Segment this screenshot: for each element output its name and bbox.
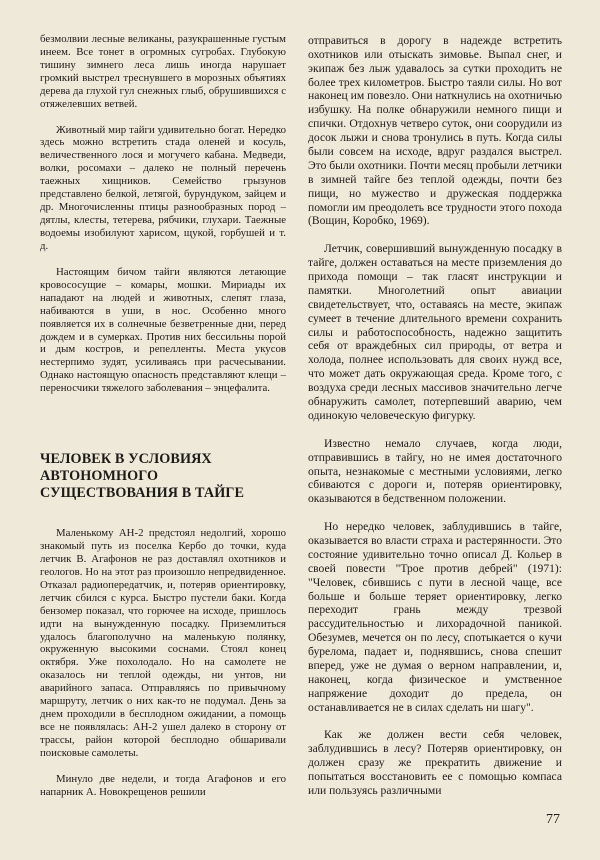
paragraph: Минуло две недели, и тогда Агафонов и его напарник А. Новокрещенов решили bbox=[40, 772, 286, 798]
paragraph: Летчик, совершивший вынужденную посадку в тайге, должен оставаться на месте приземления до прихода помощи – так гласят инструкции и памятки. Многолетний опыт авиации свидетельствует, что, оставаясь на месте, экипаж сумеет в течение длительного времени сохранить силы и работоспособность, надежно защитить себя от враждебных сил природы, от ветра и холода, полнее использовать для своих нужд все, что может дать окружающая среда. Кроме того, с воздуха среди лесных массивов значительно легче обнаружить самолет, потерпевший аварию, чем одинокую человеческую фигурку. bbox=[308, 242, 562, 422]
paragraph: отправиться в дорогу в надежде встретить охотников или отыскать зимовье. Выпал снег, и экипаж без лыж удавалось за сутки проходить не более трех километров. Быстро таяли силы. Но вот наконец им повезло. Они наткнулись на охотничью избушку. На полке обнаружили немного пищи и спички. Отдохнув четверо суток, они соорудили из досок лыжи и снова тронулись в путь. Когда силы были совсем на исходе, вдруг раздался выстрел. Это были охотники. Почти месяц пробыли летчики в зимней тайге без теплой одежды, почти без пищи, но мужество и дружеская поддержка помогли им преодолеть все трудности этого похода (Вощин, Коробко, 1969). bbox=[308, 33, 562, 228]
paragraph: Настоящим бичом тайги являются летающие кровососущие – комары, мошки. Мириады их нападают на людей и животных, слепят глаза, набиваются в уши, в нос. Особенно много появляется их в солнечные безветренные дни, перед дождем и в сумерках. Против них бессильны порой и дым костров, и репелленты. Места укусов нестерпимо зудят, усиливаясь при расчесывании. Однако настоящую опасность представляют клещи – переносчики тяжелого заболевания – энцефалита. bbox=[40, 265, 286, 395]
paragraph: безмолвии лесные великаны, разукрашенные густым инеем. Все тонет в огромных сугробах. Глубокую тишину зимнего леса лишь иногда нарушает громкий выстрел треснувшего в морозных объятиях дерева да глухой гул снежных глыб, обрушившихся с отяжелевших ветвей. bbox=[40, 32, 286, 110]
section-heading: ЧЕЛОВЕК В УСЛОВИЯХ АВТОНОМНОГО СУЩЕСТВОВАНИЯ В ТАЙГЕ bbox=[40, 451, 245, 502]
paragraph: Известно немало случаев, когда люди, отправившись в тайгу, но не имея достаточного опыта, незнакомые с местными условиями, легко сбиваются с дороги и, потеряв ориентировку, оказываются в бедственном положении. bbox=[308, 436, 562, 506]
paragraph: Но нередко человек, заблудившись в тайге, оказывается во власти страха и растерянности. Это состояние удивительно точно описал Д. Кольер в своей повести "Трое против дебрей" (1971): "Человек, сбившись с пути в лесной чаще, все больше и больше теряет ориентировку, легко переходит грань между трезвой рассудительностью и лихорадочной паникой. Обезумев, мечется он по лесу, спотыкается о кучи бурелома, падает и, поднявшись, снова спешит вперед, уже не думая о верном направлении, и, наконец, когда физическое и умственное напряжение доходит до предела, он останавливается не в силах сделать ни шагу". bbox=[308, 520, 562, 714]
paragraph: Маленькому АН-2 предстоял недолгий, хорошо знакомый путь из поселка Кербо до точки, куда летчик В. Агафонов не раз доставлял охотников и геологов. Но на этот раз произошло непредвиденное. Отказал радиопередатчик, и, потеряв ориентировку, летчик сбился с курса. Быстро пустели баки. Когда бензомер показал, что горючее на исходе, пришлось идти на вынужденную посадку. Приземлиться удалось благополучно на маленькую полянку, окруженную высокими соснами. Стоял конец октября. Уже похолодало. Но на самолете не оказалось ни теплой одежды, ни унтов, ни аварийного запаса. Отправляясь по привычному маршруту, летчик о них как-то не подумал. День за днем проходили в бесплодном ожидании, а помощь все не появлялась: АН-2 ушел далеко в сторону от трассы, район которой бесплодно обшаривали поисковые самолеты. bbox=[40, 527, 286, 759]
right-column bbox=[308, 20, 562, 812]
section-gap bbox=[40, 408, 286, 438]
paragraph: Как же должен вести себя человек, заблудившись в лесу? Потеряв ориентировку, он должен сразу же прекратить движение и попытаться восстановить ее с помощью компаса или пользуясь различными bbox=[308, 728, 562, 797]
page-number: 77 bbox=[546, 812, 560, 827]
left-column bbox=[40, 20, 286, 812]
paragraph: Животный мир тайги удивительно богат. Нередко здесь можно встретить стада оленей и косуль, величественного лося и могучего кабана. Медведи, волки, росомахи – далеко не полный перечень таежных хищников. Семейство грызунов представлено белкой, летягой, бурундуком, зайцем и др. Многочисленны птицы разнообразных пород – дятлы, клесты, тетерева, рябчики, глухари. Таежные водоемы изобилуют харисом, щукой, горбушей и т. д. bbox=[40, 123, 286, 252]
